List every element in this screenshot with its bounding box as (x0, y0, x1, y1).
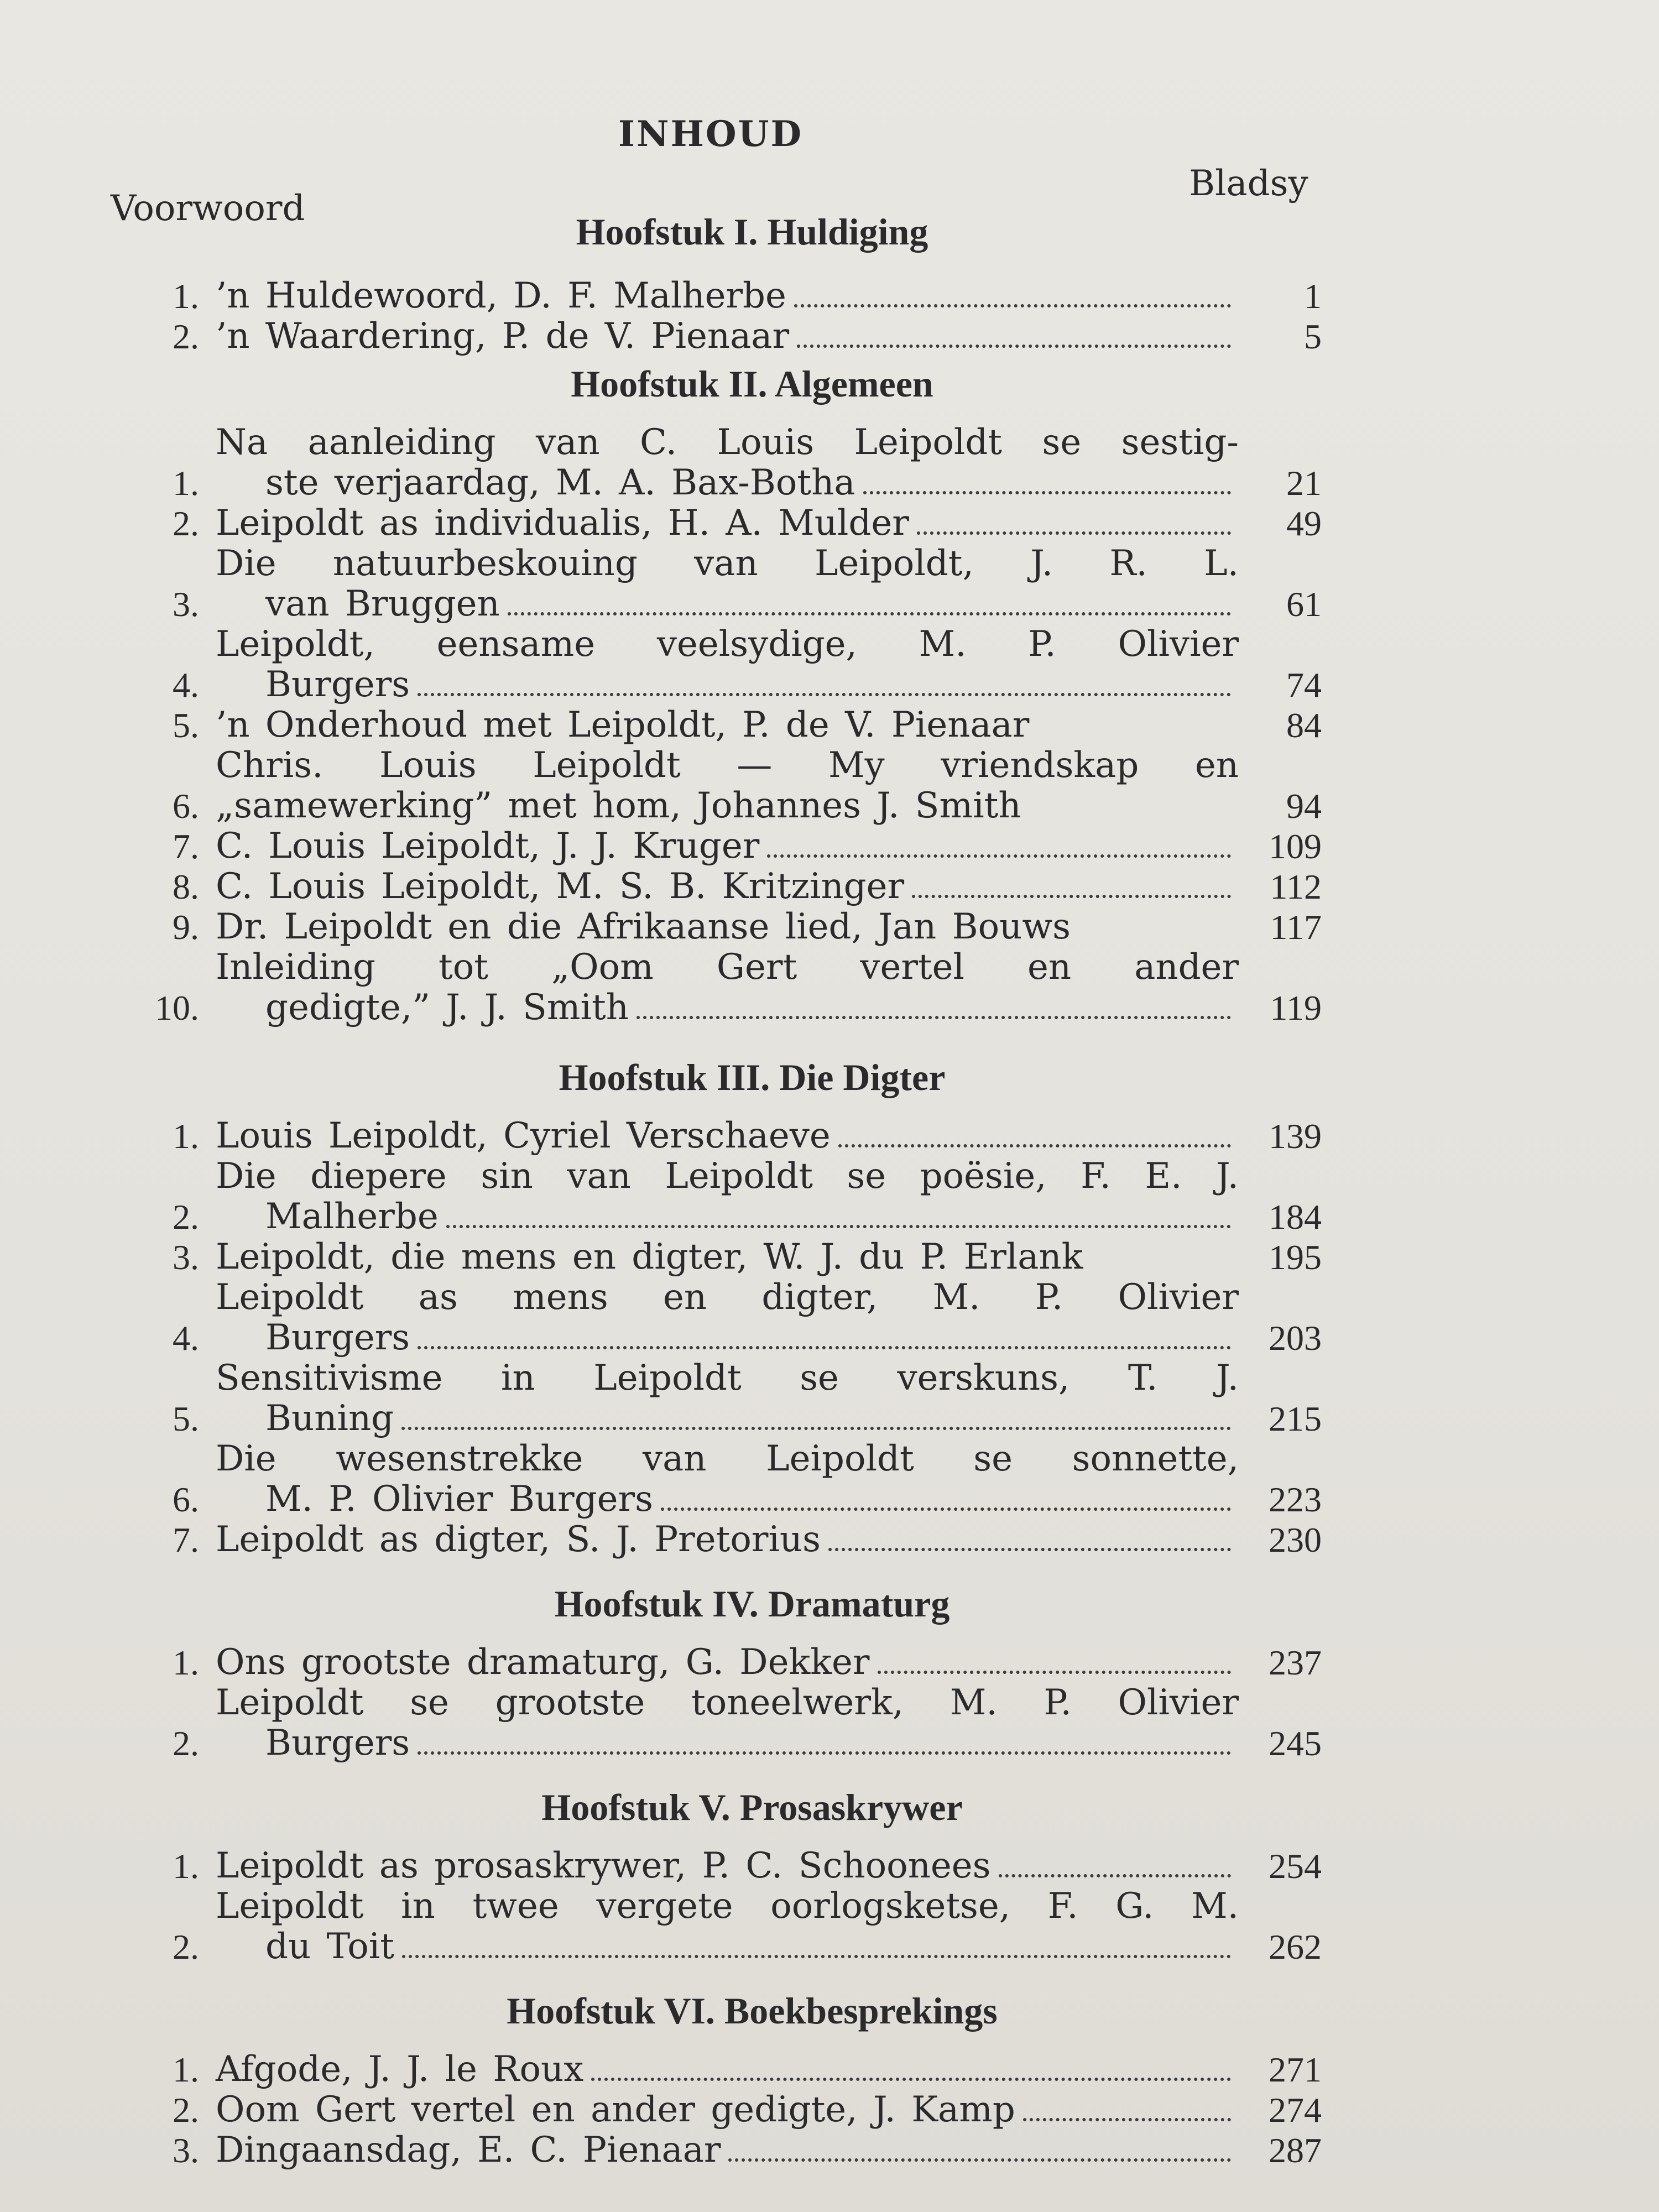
dot-leader (402, 1955, 1231, 1958)
dot-leader (863, 491, 1232, 494)
toc-entry (133, 503, 1322, 544)
entry-number: 6. (173, 1480, 199, 1519)
toc-entry (133, 826, 1322, 867)
entry-title-line: Die diepere sin van Leipoldt se poësie, F. E. J. (216, 1156, 1239, 1197)
entry-title: du Toit (265, 1926, 394, 1967)
page-number: 230 (1269, 1520, 1322, 1559)
toc-entry (133, 745, 1322, 826)
entry-number: 1. (173, 2050, 199, 2089)
entry-number: 4. (173, 1318, 199, 1358)
entry-title: ’n Onderhoud met Leipoldt, P. de V. Pienaar (216, 705, 1030, 745)
page-number: 245 (1269, 1724, 1322, 1763)
page-number: 49 (1286, 504, 1322, 543)
toc-entry (133, 276, 1322, 316)
page-number: 203 (1269, 1318, 1322, 1358)
entry-title: ’n Huldewoord, D. F. Malherbe (216, 275, 786, 316)
toc-entry (133, 947, 1322, 1028)
section-heading: Hoofstuk I. Huldiging (576, 211, 928, 253)
entry-number: 2. (173, 504, 199, 543)
entry-title-line: Leipoldt, eensame veelsydige, M. P. Olivier (216, 624, 1239, 665)
entry-title: ’n Waardering, P. de V. Pienaar (216, 316, 790, 357)
entry-number: 1. (173, 1117, 199, 1156)
entry-title: Dingaansdag, E. C. Pienaar (216, 2130, 721, 2171)
dot-leader (508, 612, 1231, 615)
page-number: 139 (1269, 1117, 1322, 1156)
page-number: 117 (1270, 907, 1322, 947)
dot-leader (661, 1507, 1231, 1511)
entry-title-line: Sensitivisme in Leipoldt se verskuns, T. J. (216, 1358, 1239, 1399)
entry-title-line: Chris. Louis Leipoldt — My vriendskap en (216, 745, 1239, 786)
dot-leader (418, 1751, 1231, 1755)
dot-leader (418, 693, 1231, 696)
toc-entry (133, 1358, 1322, 1439)
toc-entry (133, 2049, 1322, 2090)
page-number: 21 (1286, 463, 1322, 503)
entry-number: 2. (173, 317, 199, 356)
toc-entry (133, 2130, 1322, 2171)
toc-entry (133, 705, 1322, 745)
toc-entry (133, 1846, 1322, 1886)
page-number: 112 (1270, 867, 1322, 906)
entry-number: 10. (155, 988, 199, 1027)
toc-entry (133, 1683, 1322, 1764)
toc-entry (133, 867, 1322, 907)
toc-entry (133, 422, 1322, 503)
toc-entry (133, 544, 1322, 624)
entry-title: van Bruggen (265, 583, 500, 624)
toc-entry (133, 1277, 1322, 1358)
toc-section (133, 210, 1322, 357)
entry-number: 1. (173, 1643, 199, 1682)
entry-title: C. Louis Leipoldt, M. S. B. Kritzinger (216, 866, 905, 907)
entry-number: 3. (173, 585, 199, 624)
toc-section (133, 1786, 1322, 1967)
page-number: 119 (1270, 988, 1322, 1027)
entry-title: Burgers (265, 1723, 410, 1764)
entry-title: gedigte,” J. J. Smith (265, 987, 629, 1028)
entry-title: Burgers (265, 1317, 410, 1358)
dot-leader (767, 854, 1231, 858)
entry-title: Malherbe (265, 1196, 439, 1237)
entry-number: 3. (173, 2131, 199, 2170)
toc-section (133, 362, 1322, 1028)
dot-leader (838, 1144, 1231, 1147)
entry-number: 1. (173, 463, 199, 503)
entry-title: ste verjaardag, M. A. Bax-Botha (265, 462, 855, 503)
page-number: 74 (1286, 665, 1322, 705)
entry-title: M. P. Olivier Burgers (265, 1479, 653, 1520)
toc-entry (133, 1886, 1322, 1967)
page-number: 109 (1269, 827, 1322, 866)
entry-title: Ons grootste dramaturg, G. Dekker (216, 1642, 870, 1683)
toc-section (133, 1056, 1322, 1560)
entry-number: 6. (173, 786, 199, 826)
page-title: INHOUD (618, 113, 803, 155)
voorwoord-label: Voorwoord (111, 188, 305, 229)
entry-title-line: Inleiding tot „Oom Gert vertel en ander (216, 947, 1239, 988)
entry-title: „samewerking” met hom, Johannes J. Smith (216, 785, 1021, 826)
bladsy-column-header: Bladsy (1189, 163, 1308, 204)
page-number: 223 (1269, 1480, 1322, 1519)
toc-entry (133, 1642, 1322, 1683)
entry-number: 7. (173, 1520, 199, 1559)
entry-title: Louis Leipoldt, Cyriel Verschaeve (216, 1115, 831, 1156)
entry-number: 2. (173, 2090, 199, 2130)
entry-title-line: Die wesenstrekke van Leipoldt se sonnette, (216, 1438, 1239, 1479)
page-number: 254 (1269, 1846, 1322, 1886)
toc-entry (133, 1156, 1322, 1237)
toc-section (133, 1989, 1322, 2171)
entry-number: 2. (173, 1927, 199, 1966)
section-heading: Hoofstuk V. Prosaskrywer (541, 1786, 963, 1828)
entry-number: 3. (173, 1238, 199, 1277)
dot-leader (418, 1346, 1231, 1349)
entry-number: 9. (173, 907, 199, 947)
page-number: 84 (1286, 706, 1322, 745)
toc-entry (133, 2090, 1322, 2130)
page-number: 5 (1304, 317, 1322, 356)
toc-section (133, 1582, 1322, 1764)
entry-number: 2. (173, 1197, 199, 1237)
entry-number: 1. (173, 276, 199, 316)
dot-leader (1023, 2118, 1231, 2121)
entry-number: 7. (173, 827, 199, 866)
page-number: 274 (1269, 2090, 1322, 2130)
entry-title: Afgode, J. J. le Roux (216, 2049, 584, 2090)
toc-entry (133, 1439, 1322, 1520)
toc-entry (133, 1116, 1322, 1156)
toc-entry (133, 1520, 1322, 1560)
page-number: 195 (1269, 1238, 1322, 1277)
page-number: 1 (1304, 276, 1322, 316)
table-of-contents (133, 210, 1322, 2171)
page-number: 94 (1286, 786, 1322, 826)
section-heading: Hoofstuk IV. Dramaturg (554, 1583, 950, 1625)
page-number: 184 (1269, 1197, 1322, 1237)
dot-leader (794, 304, 1231, 307)
entry-title: C. Louis Leipoldt, J. J. Kruger (216, 826, 760, 867)
entry-title-line: Na aanleiding van C. Louis Leipoldt se sestig- (216, 422, 1239, 463)
entry-title-line: Leipoldt se grootste toneelwerk, M. P. Olivier (216, 1682, 1239, 1723)
entry-title: Leipoldt as digter, S. J. Pretorius (216, 1519, 821, 1560)
dot-leader (728, 2158, 1231, 2162)
entry-title: Buning (265, 1398, 394, 1439)
entry-title: Leipoldt as prosaskrywer, P. C. Schoonees (216, 1845, 991, 1886)
dot-leader (912, 895, 1231, 898)
entry-title-line: Leipoldt in twee vergete oorlogsketse, F. G. M. (216, 1886, 1239, 1927)
dot-leader (828, 1548, 1231, 1551)
entry-title: Dr. Leipoldt en die Afrikaanse lied, Jan Bouws (216, 906, 1071, 947)
dot-leader (401, 1427, 1231, 1430)
dot-leader (878, 1671, 1232, 1674)
page-number: 271 (1269, 2050, 1322, 2089)
dot-leader (446, 1225, 1231, 1228)
entry-title-line: Leipoldt as mens en digter, M. P. Olivier (216, 1277, 1239, 1318)
page-number: 61 (1286, 585, 1322, 624)
dot-leader (917, 531, 1231, 535)
page-number: 237 (1269, 1643, 1322, 1682)
dot-leader (637, 1016, 1231, 1019)
toc-entry (133, 907, 1322, 947)
entry-title: Leipoldt, die mens en digter, W. J. du P. Erlank (216, 1237, 1083, 1277)
dot-leader (797, 345, 1231, 348)
page-number: 215 (1269, 1399, 1322, 1438)
dot-leader (999, 1874, 1232, 1877)
toc-entry (133, 316, 1322, 357)
entry-number: 5. (173, 706, 199, 745)
section-heading: Hoofstuk VI. Boekbesprekings (507, 1990, 998, 2032)
entry-title: Burgers (265, 664, 410, 705)
entry-number: 1. (173, 1846, 199, 1886)
entry-number: 8. (173, 867, 199, 906)
toc-entry (133, 624, 1322, 705)
entry-title: Oom Gert vertel en ander gedigte, J. Kamp (216, 2089, 1015, 2130)
page-number: 262 (1269, 1927, 1322, 1966)
entry-number: 5. (173, 1399, 199, 1438)
entry-number: 4. (173, 665, 199, 705)
section-heading: Hoofstuk II. Algemeen (571, 363, 933, 405)
entry-title: Leipoldt as individualis, H. A. Mulder (216, 503, 909, 544)
section-heading: Hoofstuk III. Die Digter (559, 1056, 946, 1098)
page-number: 287 (1269, 2131, 1322, 2170)
toc-entry (133, 1237, 1322, 1277)
dot-leader (591, 2078, 1231, 2081)
entry-title-line: Die natuurbeskouing van Leipoldt, J. R. L. (216, 543, 1239, 584)
entry-number: 2. (173, 1724, 199, 1763)
